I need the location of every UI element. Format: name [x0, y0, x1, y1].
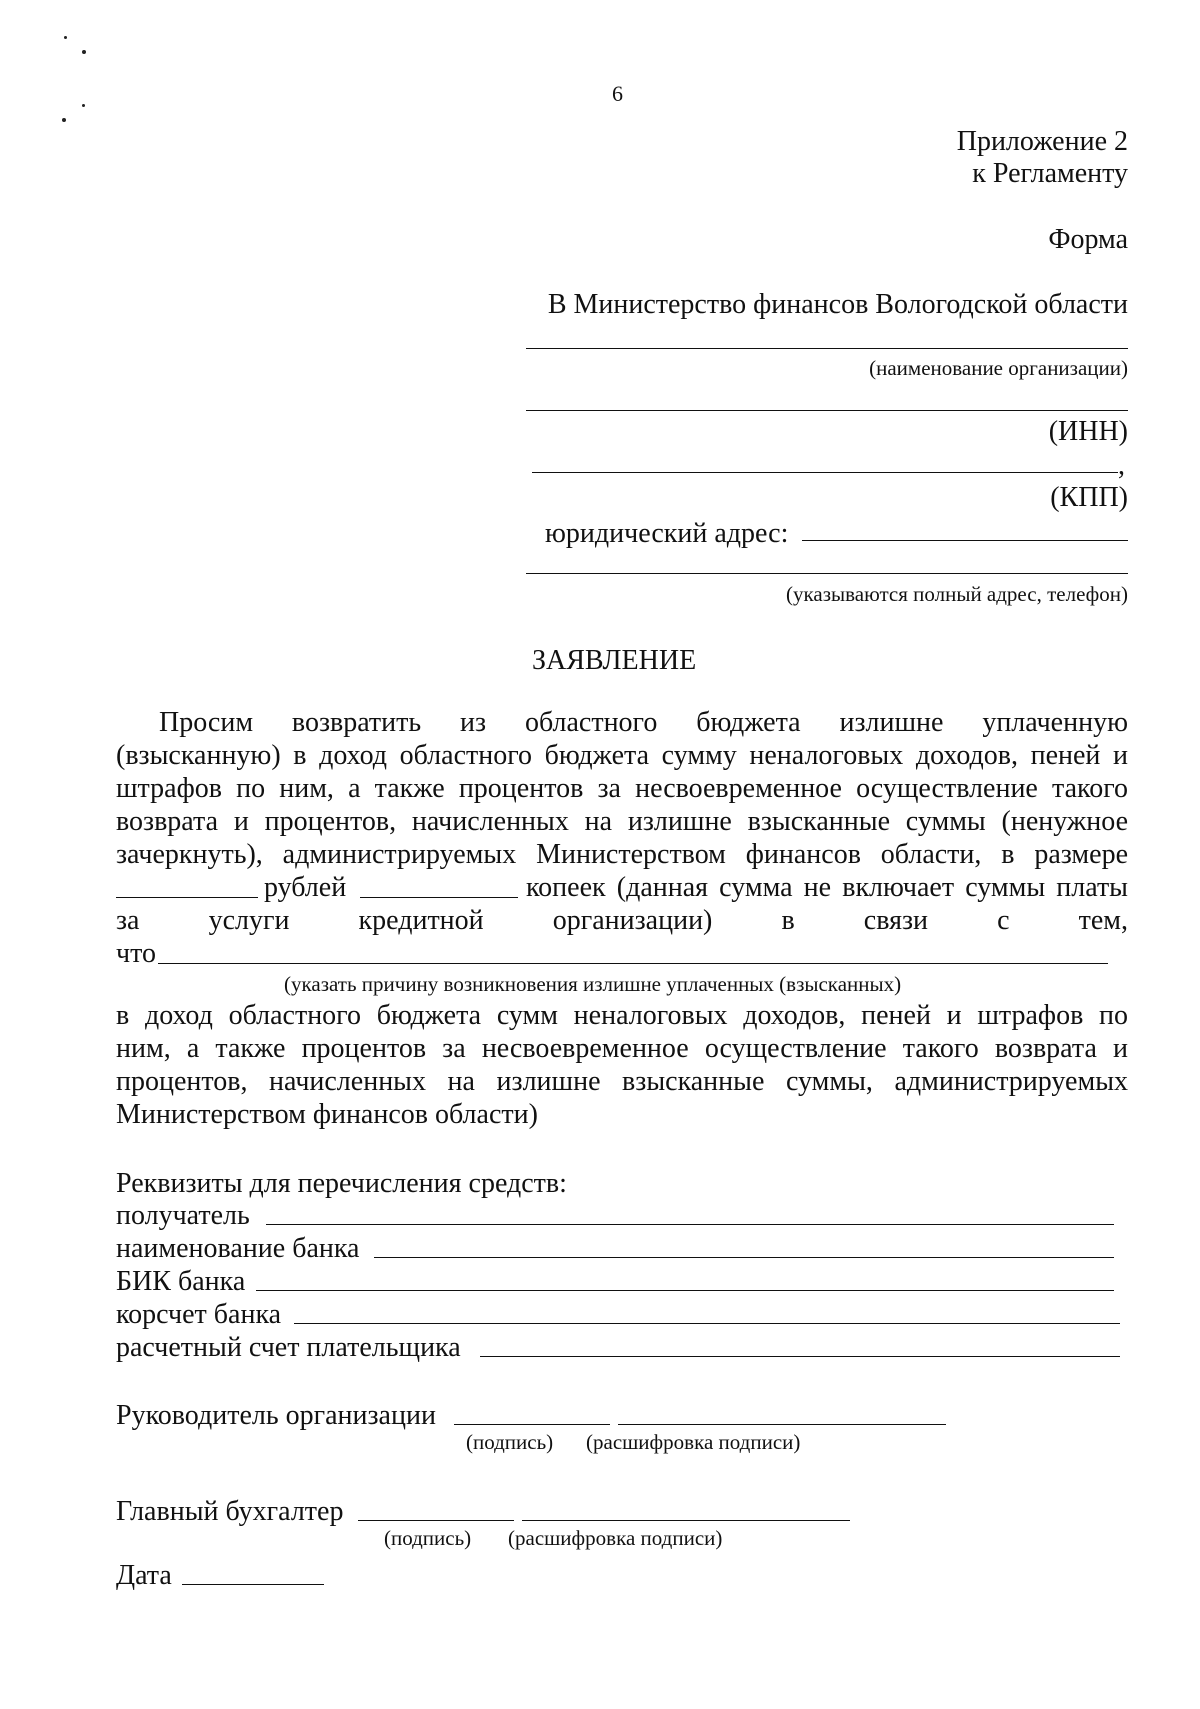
- acc-sign-caption: (подпись): [384, 1526, 472, 1550]
- form-label: Форма: [1048, 224, 1128, 255]
- accountant-decode-field[interactable]: [522, 1520, 850, 1521]
- body-line: (взысканную) в доход областного бюджета сумму неналоговых доходов, пеней и: [116, 740, 1128, 771]
- scan-speck: [62, 118, 66, 122]
- rubles-label: рублей: [264, 872, 347, 903]
- scan-speck: [82, 104, 85, 107]
- inn-caption: (ИНН): [1048, 416, 1128, 447]
- scan-speck: [64, 36, 67, 39]
- kpp-field[interactable]: [532, 472, 1118, 473]
- recipient-label: получатель: [116, 1200, 250, 1231]
- kpp-caption: (КПП): [1050, 482, 1128, 513]
- scan-speck: [82, 50, 86, 54]
- org-name-caption: (наименование организации): [869, 356, 1128, 380]
- appendix-line-1: Приложение 2: [956, 126, 1128, 157]
- acc-decode-caption: (расшифровка подписи): [508, 1526, 723, 1550]
- chto-label: что: [116, 938, 156, 969]
- body-line: в доход областного бюджета сумм неналоговых доходов, пеней и штрафов по: [116, 1000, 1128, 1031]
- kopecks-label: копеек (данная сумма не включает суммы платы: [526, 872, 1128, 903]
- head-label: Руководитель организации: [116, 1400, 436, 1431]
- body-line: штрафов по ним, а также процентов за несвоевременное осуществление такого: [116, 773, 1128, 804]
- head-decode-field[interactable]: [618, 1424, 946, 1425]
- body-line: ним, а также процентов за несвоевременное осуществление такого возврата и: [116, 1033, 1128, 1064]
- inn-field[interactable]: [526, 410, 1128, 411]
- bank-name-field[interactable]: [374, 1257, 1114, 1258]
- appendix-line-2: к Регламенту: [972, 158, 1128, 189]
- body-line: зачеркнуть), администрируемых Министерством финансов области, в размере: [116, 839, 1128, 870]
- addressee-to: В Министерство финансов Вологодской области: [547, 289, 1128, 320]
- corr-account-label: корсчет банка: [116, 1299, 282, 1330]
- accountant-signature-field[interactable]: [358, 1520, 514, 1521]
- kpp-comma: ,: [1118, 450, 1125, 481]
- body-line: возврата и процентов, начисленных на излишне взысканные суммы (ненужное: [116, 806, 1128, 837]
- bik-field[interactable]: [256, 1290, 1114, 1291]
- page-number: 6: [612, 81, 623, 106]
- document-title: ЗАЯВЛЕНИЕ: [532, 645, 697, 676]
- body-line: процентов, начисленных на излишне взысканные суммы, администрируемых: [116, 1066, 1128, 1097]
- legal-address-field-2[interactable]: [526, 573, 1128, 574]
- kopecks-field[interactable]: [360, 897, 518, 898]
- recipient-field[interactable]: [266, 1224, 1114, 1225]
- rubles-field[interactable]: [116, 897, 258, 898]
- body-line: Министерством финансов области): [116, 1099, 538, 1130]
- date-field[interactable]: [182, 1584, 324, 1585]
- corr-account-field[interactable]: [294, 1323, 1120, 1324]
- payer-account-label: расчетный счет плательщика: [116, 1332, 461, 1363]
- body-line: за услуги кредитной организации) в связи с тем,: [116, 905, 1128, 936]
- reason-field[interactable]: [158, 963, 1108, 964]
- legal-address-label: юридический адрес:: [545, 518, 789, 549]
- bank-name-label: наименование банка: [116, 1233, 360, 1264]
- org-name-field[interactable]: [526, 348, 1128, 349]
- accountant-label: Главный бухгалтер: [116, 1496, 344, 1527]
- date-label: Дата: [116, 1560, 172, 1591]
- head-decode-caption: (расшифровка подписи): [586, 1430, 801, 1454]
- bik-label: БИК банка: [116, 1266, 246, 1297]
- head-signature-field[interactable]: [454, 1424, 610, 1425]
- head-sign-caption: (подпись): [466, 1430, 554, 1454]
- reason-caption: (указать причину возникновения излишне уплаченных (взысканных): [284, 972, 902, 996]
- address-caption: (указываются полный адрес, телефон): [786, 582, 1128, 606]
- payer-account-field[interactable]: [480, 1356, 1120, 1357]
- body-line: Просим возвратить из областного бюджета излишне уплаченную: [159, 707, 1128, 738]
- requisites-heading: Реквизиты для перечисления средств:: [116, 1168, 567, 1199]
- legal-address-field[interactable]: [802, 540, 1128, 541]
